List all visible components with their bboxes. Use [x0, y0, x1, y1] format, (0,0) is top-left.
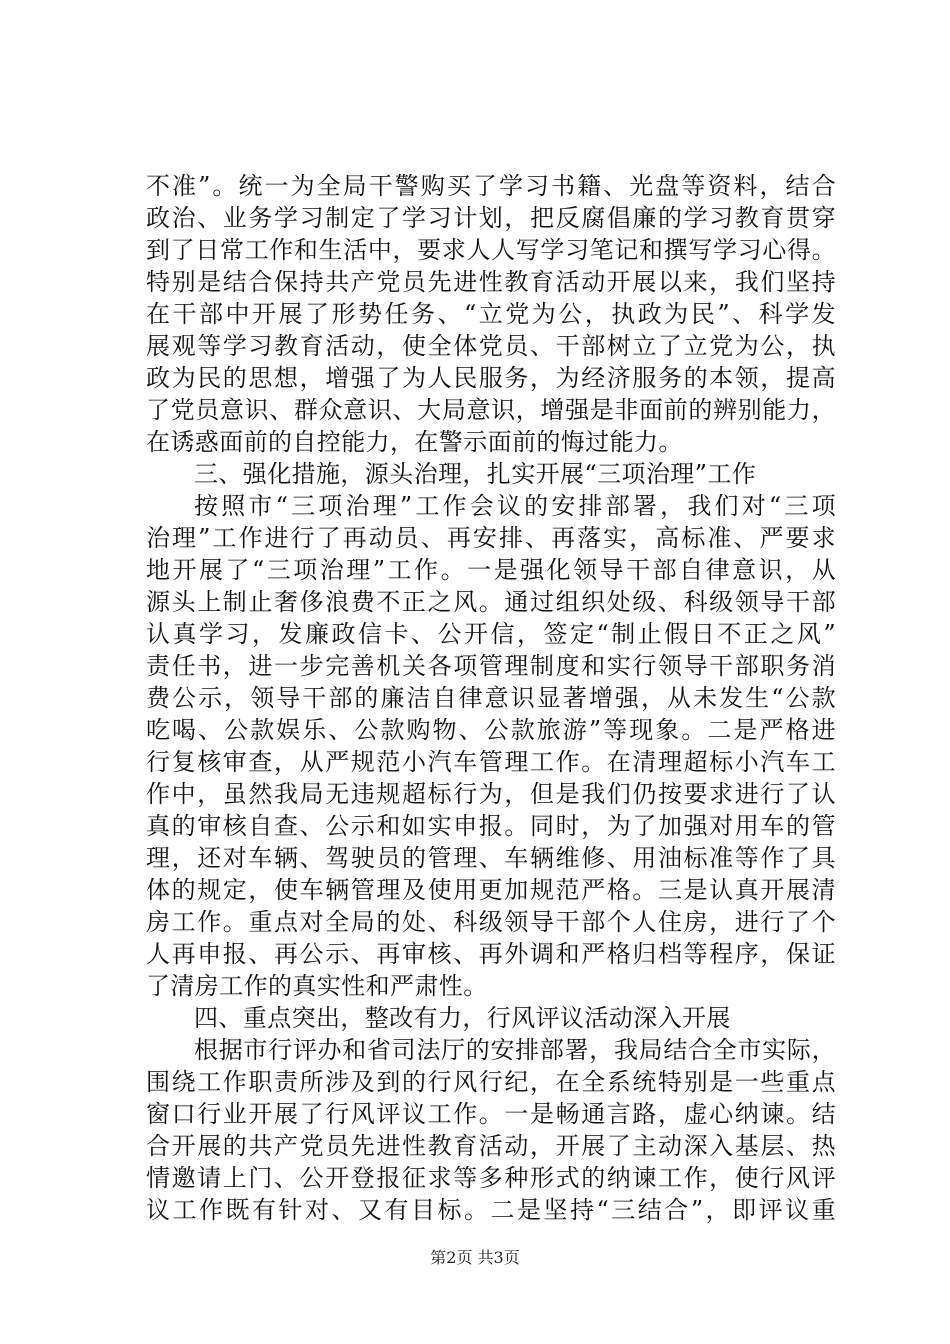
- text-line: 特别是结合保持共产党员先进性教育活动开展以来，我们坚持: [146, 268, 836, 296]
- text-line: 源头上制止奢侈浪费不正之风。通过组织处级、科级领导干部: [146, 588, 836, 616]
- text-line: 认真学习，发廉政信卡、公开信，签定“制止假日不正之风”: [146, 620, 836, 648]
- text-line: 围绕工作职责所涉及到的行风行纪，在全系统特别是一些重点: [146, 1068, 836, 1096]
- text-line: 情邀请上门、公开登报征求等多种形式的纳谏工作，使行风评: [146, 1164, 836, 1192]
- text-line: 根据市行评办和省司法厅的安排部署，我局结合全市实际，: [194, 1036, 836, 1064]
- text-line: 房工作。重点对全局的处、科级领导干部个人住房，进行了个: [146, 908, 836, 936]
- text-line: 费公示，领导干部的廉洁自律意识显著增强，从未发生“公款: [146, 684, 836, 712]
- document-body: [146, 170, 836, 1226]
- text-line: 人再申报、再公示、再审核、再外调和严格归档等程序，保证: [146, 940, 836, 968]
- text-line: 政为民的思想，增强了为人民服务，为经济服务的本领，提高: [146, 364, 836, 392]
- text-line: 了清房工作的真实性和严肃性。: [146, 972, 488, 1000]
- text-line: 了党员意识、群众意识、大局意识，增强是非面前的辨别能力，: [146, 396, 836, 424]
- text-line: 展观等学习教育活动，使全体党员、干部树立了立党为公，执: [146, 332, 836, 360]
- text-line: 吃喝、公款娱乐、公款购物、公款旅游”等现象。二是严格进: [146, 716, 836, 744]
- text-line: 地开展了“三项治理”工作。一是强化领导干部自律意识，从: [146, 556, 836, 584]
- text-line: 合开展的共产党员先进性教育活动，开展了主动深入基层、热: [146, 1132, 836, 1160]
- text-line: 作中，虽然我局无违规超标行为，但是我们仍按要求进行了认: [146, 780, 836, 808]
- text-line: 在诱惑面前的自控能力，在警示面前的悔过能力。: [146, 428, 683, 456]
- text-line: 按照市“三项治理”工作会议的安排部署，我们对“三项: [194, 492, 836, 520]
- text-line: 在干部中开展了形势任务、“立党为公，执政为民”、科学发: [146, 300, 836, 328]
- text-line: 到了日常工作和生活中，要求人人写学习笔记和撰写学习心得。: [146, 236, 836, 264]
- text-line: 责任书，进一步完善机关各项管理制度和实行领导干部职务消: [146, 652, 836, 680]
- text-line: 议工作既有针对、又有目标。二是坚持“三结合”，即评议重: [146, 1196, 836, 1224]
- section-heading: 四、重点突出，整改有力，行风评议活动深入开展: [194, 1004, 731, 1032]
- text-line: 真的审核自查、公示和如实申报。同时，为了加强对用车的管: [146, 812, 836, 840]
- page-footer: 第2页 共3页: [430, 1248, 520, 1267]
- text-line: 体的规定，使车辆管理及使用更加规范严格。三是认真开展清: [146, 876, 836, 904]
- text-line: 行复核审查，从严规范小汽车管理工作。在清理超标小汽车工: [146, 748, 836, 776]
- section-heading: 三、强化措施，源头治理，扎实开展“三项治理”工作: [194, 460, 757, 488]
- text-line: 政治、业务学习制定了学习计划，把反腐倡廉的学习教育贯穿: [146, 204, 836, 232]
- text-line: 不准”。统一为全局干警购买了学习书籍、光盘等资料，结合: [146, 172, 836, 200]
- text-line: 窗口行业开展了行风评议工作。一是畅通言路，虚心纳谏。结: [146, 1100, 836, 1128]
- text-line: 治理”工作进行了再动员、再安排、再落实，高标准、严要求: [146, 524, 836, 552]
- text-line: 理，还对车辆、驾驶员的管理、车辆维修、用油标准等作了具: [146, 844, 836, 872]
